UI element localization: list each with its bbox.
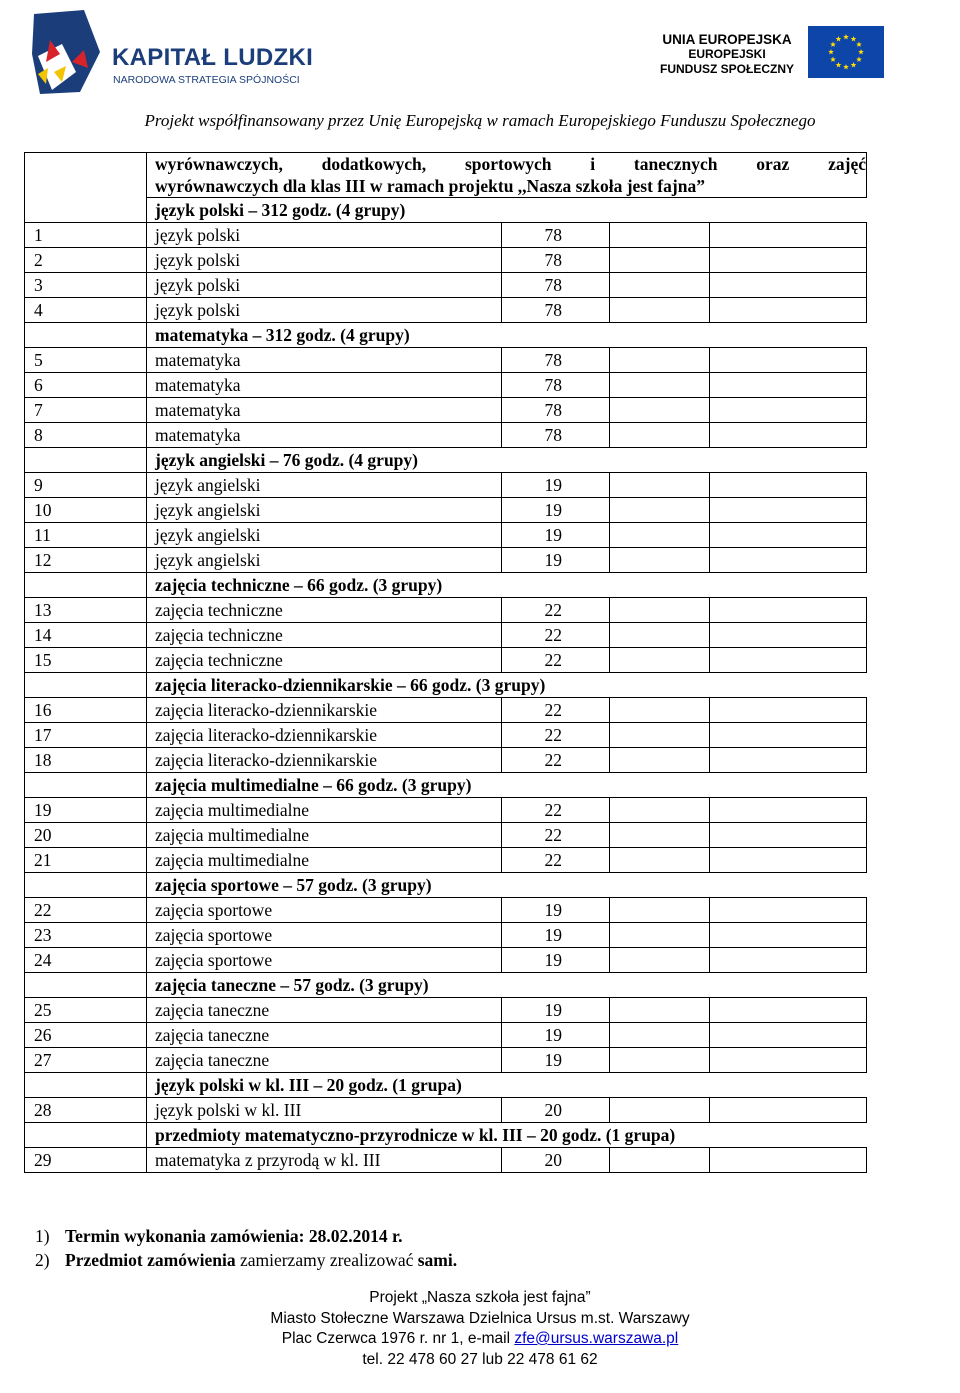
table-row	[25, 748, 867, 773]
row-hours: 19	[544, 1025, 562, 1045]
section-title: zajęcia literacko-dziennikarskie – 66 godz. (3 grupy)	[147, 673, 867, 698]
row-hours-cell	[502, 998, 610, 1023]
row-hours: 78	[544, 225, 562, 245]
row-empty-cell	[710, 798, 867, 823]
row-number: 19	[25, 798, 147, 823]
row-subject: zajęcia techniczne	[147, 623, 502, 648]
row-hours: 19	[544, 500, 562, 520]
row-empty-cell	[610, 748, 710, 773]
eu-logo	[648, 26, 928, 94]
table-row	[25, 1048, 867, 1073]
section-number-cell	[25, 1123, 147, 1148]
row-subject: język polski	[147, 223, 502, 248]
row-hours-cell	[502, 348, 610, 373]
row-empty-cell	[610, 423, 710, 448]
row-subject: zajęcia multimedialne	[147, 848, 502, 873]
row-subject: zajęcia techniczne	[147, 598, 502, 623]
row-hours: 20	[544, 1100, 562, 1120]
row-empty-cell	[610, 223, 710, 248]
row-hours-cell	[502, 823, 610, 848]
row-number: 28	[25, 1098, 147, 1123]
row-hours-cell	[502, 923, 610, 948]
row-hours: 78	[544, 275, 562, 295]
row-empty-cell	[710, 348, 867, 373]
row-hours: 22	[544, 650, 562, 670]
row-empty-cell	[710, 823, 867, 848]
section-header-row	[25, 1073, 867, 1098]
table-row	[25, 548, 867, 573]
row-hours-cell	[502, 1023, 610, 1048]
row-empty-cell	[710, 1148, 867, 1173]
row-subject: zajęcia literacko-dziennikarskie	[147, 723, 502, 748]
row-hours-cell	[502, 248, 610, 273]
row-subject: zajęcia multimedialne	[147, 798, 502, 823]
row-number: 5	[25, 348, 147, 373]
row-number: 9	[25, 473, 147, 498]
row-empty-cell	[610, 398, 710, 423]
row-number: 2	[25, 248, 147, 273]
eu-logo-line1: UNIA EUROPEJSKA	[662, 32, 792, 47]
row-empty-cell	[710, 248, 867, 273]
table-row	[25, 223, 867, 248]
row-hours-cell	[502, 648, 610, 673]
section-title: język polski w kl. III – 20 godz. (1 grupa)	[147, 1073, 867, 1098]
row-hours-cell	[502, 373, 610, 398]
table-row	[25, 298, 867, 323]
row-hours: 22	[544, 825, 562, 845]
table-row	[25, 623, 867, 648]
row-hours: 19	[544, 900, 562, 920]
intro-line2: wyrównawczych dla klas III w ramach projektu ,,Nasza szkoła jest fajna”	[155, 176, 705, 196]
row-hours-cell	[502, 723, 610, 748]
section-number-cell	[25, 773, 147, 798]
row-empty-cell	[710, 423, 867, 448]
row-empty-cell	[610, 948, 710, 973]
row-hours-cell	[502, 898, 610, 923]
section-number-cell	[25, 323, 147, 348]
row-empty-cell	[610, 723, 710, 748]
row-empty-cell	[610, 598, 710, 623]
row-number: 23	[25, 923, 147, 948]
kapital-ludzki-title: KAPITAŁ LUDZKI	[112, 44, 314, 71]
row-hours: 19	[544, 925, 562, 945]
table-row	[25, 1098, 867, 1123]
row-hours: 19	[544, 525, 562, 545]
section-number-cell	[25, 1073, 147, 1098]
row-hours: 22	[544, 800, 562, 820]
row-hours-cell	[502, 223, 610, 248]
row-empty-cell	[710, 923, 867, 948]
table-row	[25, 1023, 867, 1048]
row-number: 8	[25, 423, 147, 448]
row-empty-cell	[610, 373, 710, 398]
row-subject: zajęcia taneczne	[147, 998, 502, 1023]
row-empty-cell	[710, 723, 867, 748]
row-hours: 78	[544, 375, 562, 395]
row-empty-cell	[710, 523, 867, 548]
notes-list	[35, 1224, 457, 1272]
row-hours-cell	[502, 548, 610, 573]
row-number: 14	[25, 623, 147, 648]
note-item	[35, 1224, 457, 1248]
row-hours-cell	[502, 1148, 610, 1173]
section-header-row	[25, 873, 867, 898]
section-title: zajęcia techniczne – 66 godz. (3 grupy)	[147, 573, 867, 598]
row-number: 22	[25, 898, 147, 923]
row-empty-cell	[710, 498, 867, 523]
row-hours: 19	[544, 1050, 562, 1070]
row-hours: 22	[544, 600, 562, 620]
row-empty-cell	[610, 923, 710, 948]
row-subject: matematyka	[147, 398, 502, 423]
eu-logo-line3: FUNDUSZ SPOŁECZNY	[659, 62, 794, 76]
footer-organization: Miasto Stołeczne Warszawa Dzielnica Ursus m.st. Warszawy	[270, 1309, 690, 1327]
row-subject: zajęcia techniczne	[147, 648, 502, 673]
table-row	[25, 948, 867, 973]
row-empty-cell	[610, 498, 710, 523]
row-number: 13	[25, 598, 147, 623]
row-hours-cell	[502, 523, 610, 548]
row-empty-cell	[710, 898, 867, 923]
row-empty-cell	[710, 298, 867, 323]
row-hours-cell	[502, 473, 610, 498]
section-title: język angielski – 76 godz. (4 grupy)	[147, 448, 867, 473]
table-row	[25, 423, 867, 448]
row-number: 18	[25, 748, 147, 773]
row-empty-cell	[710, 948, 867, 973]
row-subject: język angielski	[147, 473, 502, 498]
row-hours-cell	[502, 498, 610, 523]
row-empty-cell	[710, 1048, 867, 1073]
note-bold-text: Przedmiot zamówienia	[65, 1250, 236, 1270]
row-empty-cell	[610, 698, 710, 723]
row-empty-cell	[610, 648, 710, 673]
row-subject: język polski	[147, 273, 502, 298]
row-subject: zajęcia taneczne	[147, 1048, 502, 1073]
row-empty-cell	[610, 848, 710, 873]
row-subject: zajęcia taneczne	[147, 1023, 502, 1048]
eu-logo-line2: EUROPEJSKI	[688, 47, 766, 61]
row-subject: matematyka	[147, 373, 502, 398]
table-row	[25, 848, 867, 873]
row-empty-cell	[610, 548, 710, 573]
note-tail-text: sami.	[417, 1250, 458, 1270]
row-subject: zajęcia literacko-dziennikarskie	[147, 748, 502, 773]
row-number: 24	[25, 948, 147, 973]
row-empty-cell	[610, 798, 710, 823]
row-subject: język polski	[147, 298, 502, 323]
footer-address	[0, 1329, 960, 1350]
footer-project-name: Projekt „Nasza szkoła jest fajna”	[369, 1289, 591, 1306]
row-empty-cell	[610, 273, 710, 298]
row-hours-cell	[502, 848, 610, 873]
section-header-row	[25, 973, 867, 998]
section-header-row	[25, 573, 867, 598]
row-number: 7	[25, 398, 147, 423]
row-empty-cell	[710, 223, 867, 248]
row-subject: język polski	[147, 248, 502, 273]
row-hours-cell	[502, 598, 610, 623]
row-hours-cell	[502, 798, 610, 823]
table-row	[25, 898, 867, 923]
section-number-cell	[25, 198, 147, 223]
row-empty-cell	[710, 273, 867, 298]
intro-row	[25, 153, 867, 198]
row-empty-cell	[610, 1023, 710, 1048]
row-empty-cell	[710, 473, 867, 498]
row-empty-cell	[610, 823, 710, 848]
table-row	[25, 498, 867, 523]
note-bold-text: Termin wykonania zamówienia: 28.02.2014 r.	[65, 1226, 403, 1246]
row-empty-cell	[610, 298, 710, 323]
footer-email-link[interactable]: zfe@ursus.warszawa.pl	[514, 1330, 679, 1347]
footer-address-text: Plac Czerwca 1976 r. nr 1, e-mail	[281, 1330, 515, 1347]
row-empty-cell	[610, 348, 710, 373]
section-header-row	[25, 323, 867, 348]
row-empty-cell	[710, 698, 867, 723]
row-subject: zajęcia multimedialne	[147, 823, 502, 848]
section-header-row	[25, 448, 867, 473]
table-row	[25, 373, 867, 398]
row-number: 16	[25, 698, 147, 723]
row-hours: 78	[544, 400, 562, 420]
row-empty-cell	[710, 398, 867, 423]
table-row	[25, 723, 867, 748]
row-hours: 78	[544, 350, 562, 370]
row-subject: język angielski	[147, 523, 502, 548]
row-number: 25	[25, 998, 147, 1023]
row-empty-cell	[610, 998, 710, 1023]
section-header-row	[25, 673, 867, 698]
section-number-cell	[25, 873, 147, 898]
row-empty-cell	[710, 548, 867, 573]
section-header-row	[25, 773, 867, 798]
row-hours: 22	[544, 700, 562, 720]
row-hours: 78	[544, 300, 562, 320]
row-hours-cell	[502, 1098, 610, 1123]
row-hours-cell	[502, 423, 610, 448]
row-number: 29	[25, 1148, 147, 1173]
section-title: język polski – 312 godz. (4 grupy)	[147, 198, 867, 223]
row-empty-cell	[710, 623, 867, 648]
table-row	[25, 273, 867, 298]
row-hours-cell	[502, 698, 610, 723]
table-row	[25, 1148, 867, 1173]
section-title: zajęcia sportowe – 57 godz. (3 grupy)	[147, 873, 867, 898]
section-header-row	[25, 1123, 867, 1148]
note-item	[35, 1248, 457, 1272]
cofinancing-caption: Projekt współfinansowany przez Unię Europejską w ramach Europejskiego Funduszu Społecznego	[144, 111, 816, 130]
row-hours: 78	[544, 425, 562, 445]
row-empty-cell	[710, 848, 867, 873]
note-number: 2)	[35, 1250, 50, 1270]
row-hours: 22	[544, 725, 562, 745]
row-subject: matematyka	[147, 348, 502, 373]
footer-phone: tel. 22 478 60 27 lub 22 478 61 62	[362, 1350, 598, 1368]
table-row	[25, 698, 867, 723]
kapital-ludzki-subtitle: NARODOWA STRATEGIA SPÓJNOŚCI	[113, 74, 300, 86]
row-hours-cell	[502, 273, 610, 298]
row-subject: zajęcia sportowe	[147, 898, 502, 923]
row-number: 1	[25, 223, 147, 248]
note-number: 1)	[35, 1226, 50, 1246]
row-number: 20	[25, 823, 147, 848]
table-row	[25, 473, 867, 498]
row-empty-cell	[710, 1023, 867, 1048]
section-number-cell	[25, 673, 147, 698]
table-row	[25, 348, 867, 373]
row-number: 10	[25, 498, 147, 523]
row-number: 12	[25, 548, 147, 573]
row-number: 6	[25, 373, 147, 398]
table-row	[25, 998, 867, 1023]
table-row	[25, 398, 867, 423]
table-row	[25, 598, 867, 623]
table-row	[25, 798, 867, 823]
section-title: zajęcia taneczne – 57 godz. (3 grupy)	[147, 973, 867, 998]
row-subject: język angielski	[147, 548, 502, 573]
eu-logo-text	[648, 32, 806, 77]
row-hours-cell	[502, 1048, 610, 1073]
row-empty-cell	[610, 1148, 710, 1173]
row-hours: 19	[544, 950, 562, 970]
row-subject: zajęcia literacko-dziennikarskie	[147, 698, 502, 723]
table-row	[25, 523, 867, 548]
row-subject: język polski w kl. III	[147, 1098, 502, 1123]
row-number: 15	[25, 648, 147, 673]
intro-line1: wyrównawczych, dodatkowych, sportowych i tanecznych oraz zajęć	[155, 154, 866, 174]
section-number-cell	[25, 973, 147, 998]
row-number: 4	[25, 298, 147, 323]
table-row	[25, 648, 867, 673]
row-hours: 22	[544, 625, 562, 645]
row-hours-cell	[502, 298, 610, 323]
row-empty-cell	[610, 1048, 710, 1073]
row-empty-cell	[710, 373, 867, 398]
row-empty-cell	[710, 748, 867, 773]
row-empty-cell	[710, 998, 867, 1023]
section-title: zajęcia multimedialne – 66 godz. (3 grupy)	[147, 773, 867, 798]
row-number: 26	[25, 1023, 147, 1048]
row-subject: zajęcia sportowe	[147, 948, 502, 973]
row-hours-cell	[502, 948, 610, 973]
section-header-row	[25, 198, 867, 223]
intro-text	[147, 153, 867, 198]
section-title: matematyka – 312 godz. (4 grupy)	[147, 323, 867, 348]
row-empty-cell	[610, 473, 710, 498]
row-subject: matematyka	[147, 423, 502, 448]
row-hours: 19	[544, 1000, 562, 1020]
section-number-cell	[25, 448, 147, 473]
row-empty-cell	[610, 1098, 710, 1123]
row-hours-cell	[502, 748, 610, 773]
row-empty-cell	[710, 1098, 867, 1123]
row-empty-cell	[610, 898, 710, 923]
row-hours: 20	[544, 1150, 562, 1170]
row-number: 3	[25, 273, 147, 298]
row-hours-cell	[502, 623, 610, 648]
classes-table	[24, 152, 867, 1173]
row-number: 17	[25, 723, 147, 748]
row-number: 27	[25, 1048, 147, 1073]
row-number: 11	[25, 523, 147, 548]
table-row	[25, 248, 867, 273]
row-subject: język angielski	[147, 498, 502, 523]
row-subject: matematyka z przyrodą w kl. III	[147, 1148, 502, 1173]
row-empty-cell	[610, 623, 710, 648]
page-footer	[0, 1288, 960, 1370]
row-empty-cell	[710, 598, 867, 623]
section-title: przedmioty matematyczno-przyrodnicze w kl. III – 20 godz. (1 grupa)	[147, 1123, 867, 1148]
kapital-ludzki-logo	[32, 10, 332, 100]
row-hours: 19	[544, 550, 562, 570]
row-empty-cell	[610, 248, 710, 273]
row-hours: 22	[544, 750, 562, 770]
row-subject: zajęcia sportowe	[147, 923, 502, 948]
kapital-ludzki-emblem-icon	[32, 10, 104, 96]
row-hours: 22	[544, 850, 562, 870]
row-hours: 78	[544, 250, 562, 270]
eu-flag-icon	[808, 26, 884, 78]
row-empty-cell	[610, 523, 710, 548]
row-empty-cell	[710, 648, 867, 673]
row-hours-cell	[502, 398, 610, 423]
section-number-cell	[25, 573, 147, 598]
table-row	[25, 923, 867, 948]
note-text: zamierzamy zrealizować	[235, 1250, 418, 1270]
row-number: 21	[25, 848, 147, 873]
row-hours: 19	[544, 475, 562, 495]
table-row	[25, 823, 867, 848]
